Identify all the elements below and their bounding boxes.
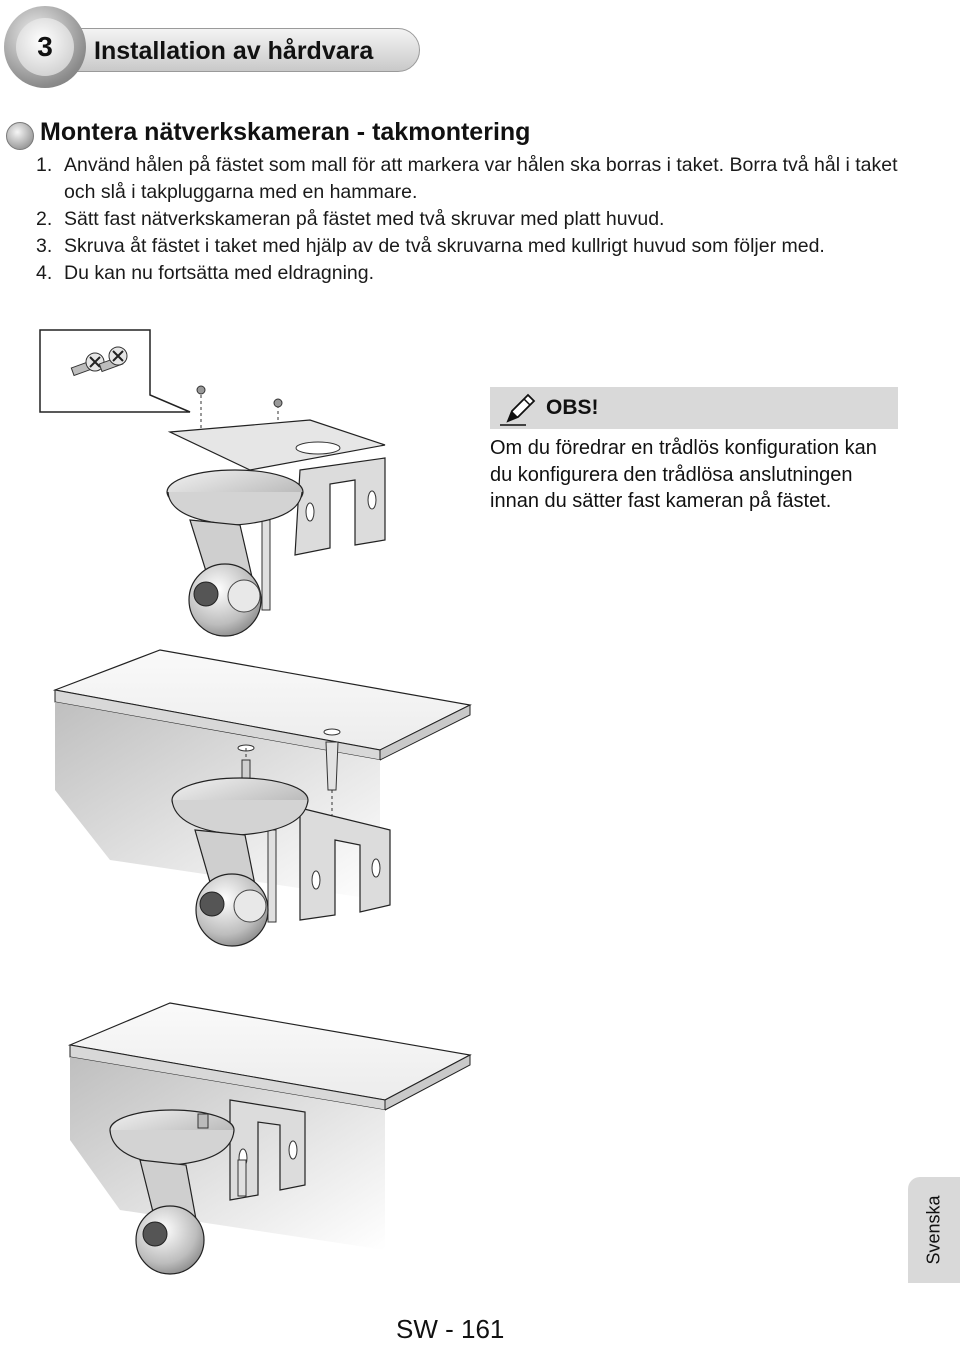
language-label: Svenska [923,1195,944,1265]
illustration-step-2 [55,650,470,946]
step-text: Använd hålen på fästet som mall för att markera var hålen ska borras i taket. Borra två hål i taket och slå i takpluggarna med en hammare. [64,154,898,203]
illustration-step-1 [167,386,385,636]
note-box [490,387,898,515]
illustration-step-3 [70,1003,470,1274]
screw-callout [40,330,190,412]
step-text: Sätt fast nätverkskameran på fästet med två skruvar med platt huvud. [64,208,665,230]
pencil-icon [498,391,538,427]
chapter-number: 3 [16,18,74,76]
step-number: 4. [36,262,53,284]
step-number: 2. [36,208,53,230]
step-number: 1. [36,154,53,176]
note-header [490,387,898,429]
section-title: Montera nätverkskameran - takmontering [40,118,531,146]
step-text: Du kan nu fortsätta med eldragning. [64,262,375,284]
language-tab [908,1177,960,1283]
note-text: Om du föredrar en trådlös konfiguration kan du konfigurera den trådlösa anslutningen innan du sätter fast kameran på fästet. [490,437,877,512]
note-label: OBS! [546,396,599,419]
page-number: SW - 161 [396,1314,505,1344]
chapter-title: Installation av hårdvara [94,37,374,65]
step-text: Skruva åt fästet i taket med hjälp av de två skruvarna med kullrigt huvud som följer med. [64,235,825,257]
step-number: 3. [36,235,53,257]
